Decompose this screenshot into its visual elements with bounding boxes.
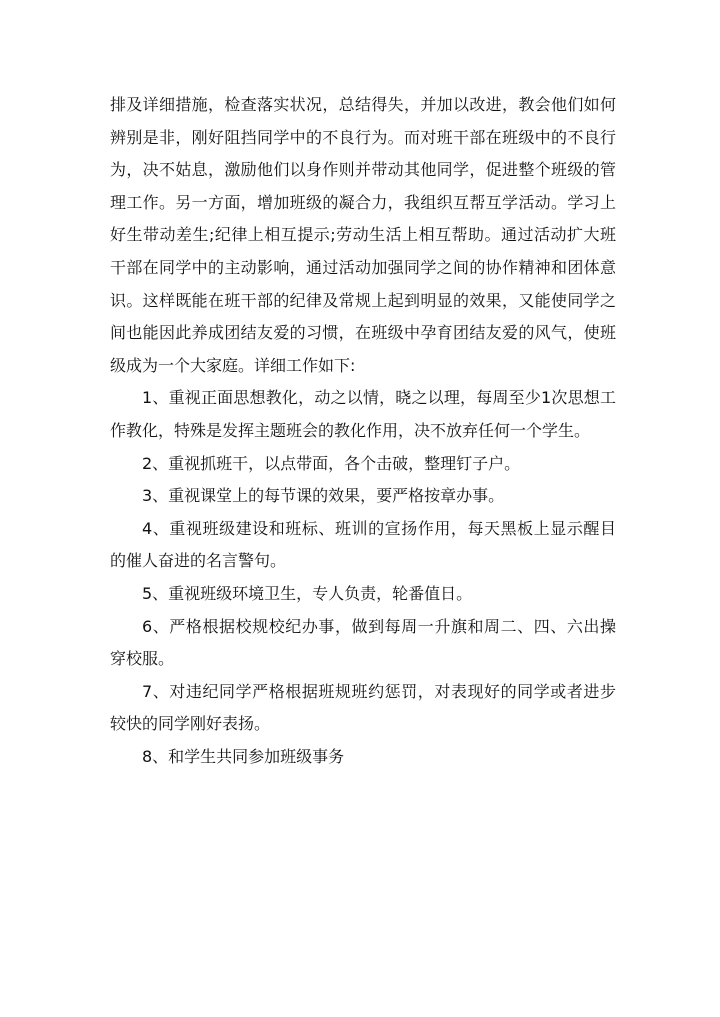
paragraph-intro: 排及详细措施，检查落实状况，总结得失，并加以改进，教会他们如何辨别是非，刚好阻挡同学中的不良行为。而对班干部在班级中的不良行为，决不姑息，激励他们以身作则并带动其他同学，促进整个班级的管理工作。另一方面，增加班级的凝合力，我组织互帮互学活动。学习上好生带动差生;纪律上相互提示;劳动生活上相互帮助。通过活动扩大班干部在同学中的主动影响，通过活动加强同学之间的协作精神和团体意识。这样既能在班干部的纪律及常规上起到明显的效果，又能使同学之间也能因此养成团结友爱的习惯，在班级中孕育团结友爱的风气，使班级成为一个大家庭。详细工作如下:	[110, 95, 616, 375]
list-item-3: 3、重视课堂上的每节课的效果，要严格按章办事。	[142, 486, 505, 506]
list-item-2: 2、重视抓班干，以点带面，各个击破，整理钉子户。	[142, 453, 521, 473]
list-item-7: 7、对违纪同学严格根据班规班约惩罚，对表现好的同学或者进步较快的同学刚好表扬。	[110, 681, 616, 734]
document-body	[110, 89, 616, 773]
list-item-4: 4、重视班级建设和班标、班训的宣扬作用，每天黑板上显示醒目的催人奋进的名言警句。	[110, 518, 616, 571]
list-item-8: 8、和学生共同参加班级事务	[142, 746, 345, 766]
list-item-6: 6、严格根据校规校纪办事，做到每周一升旗和周二、四、六出操穿校服。	[110, 616, 616, 669]
list-item-1: 1、重视正面思想教化，动之以情，晓之以理，每周至少1次思想工作教化，特殊是发挥主题班会的教化作用，决不放弃任何一个学生。	[110, 388, 616, 440]
list-item-5: 5、重视班级环境卫生，专人负责，轮番值日。	[142, 583, 473, 603]
